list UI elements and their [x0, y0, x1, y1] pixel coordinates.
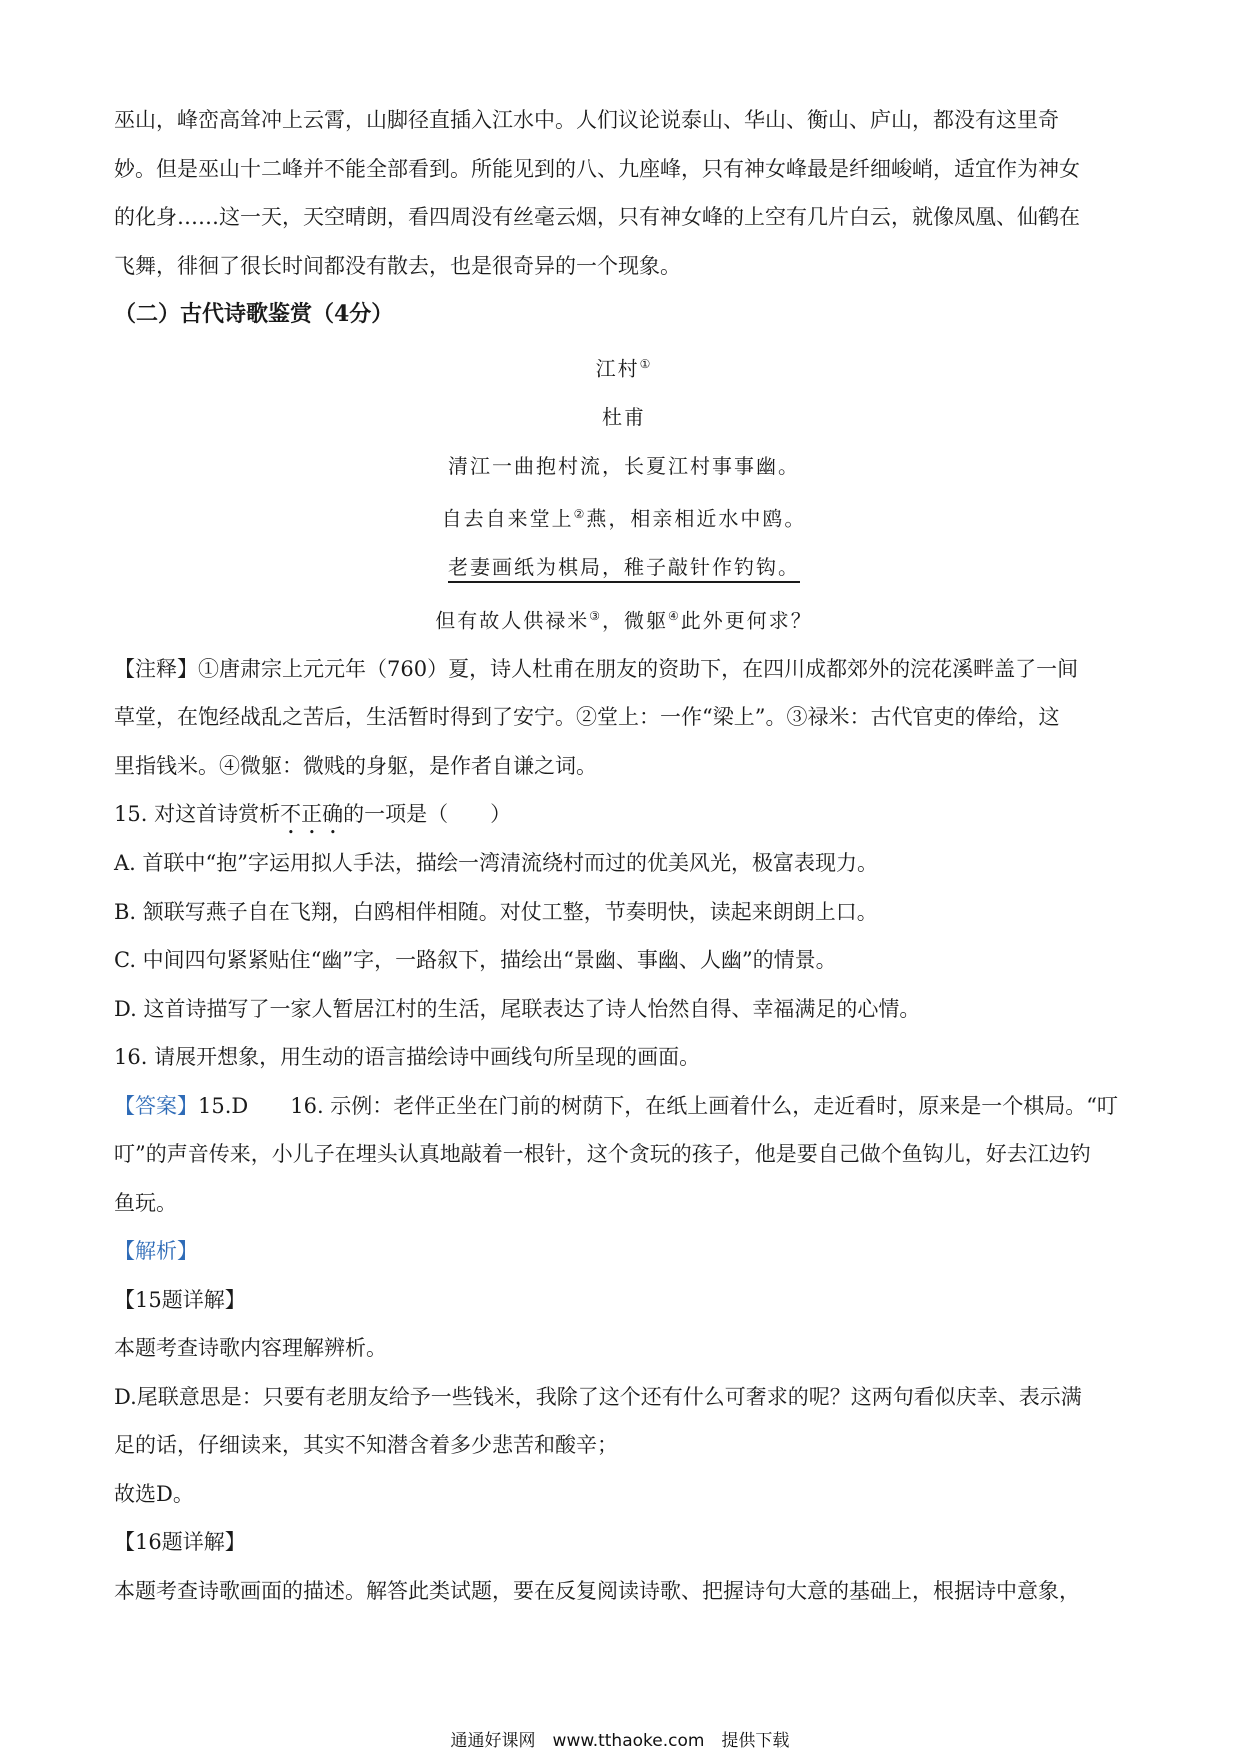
- analysis-line: 本题考查诗歌画面的描述。解答此类试题，要在反复阅读诗歌、把握诗句大意的基础上，根据诗中意象，: [114, 1578, 1080, 1603]
- poem-line-3: [114, 543, 1134, 592]
- question-text: 15. 对这首诗赏析: [114, 802, 281, 827]
- analysis-label: 【解析】: [114, 1239, 198, 1264]
- question-15: [114, 790, 1134, 839]
- poem-title-text: 江村: [595, 356, 640, 381]
- answer-line: [114, 1082, 1134, 1131]
- poem-text: 自去自来堂上: [441, 506, 574, 531]
- poem-text: 燕，相亲相近水中鸥。: [586, 506, 807, 531]
- question-16: 16. 请展开想象，用生动的语言描绘诗中画线句所呈现的画面。: [114, 1045, 701, 1070]
- notes-line: 草堂，在饱经战乱之苦后，生活暂时得到了安宁。②堂上：一作“梁上”。③禄米：古代官吏的俸给，这: [114, 705, 1060, 730]
- poem-text: ，微躯: [602, 608, 668, 633]
- option-c: C. 中间四句紧紧贴住“幽”字，一路叙下，描绘出“景幽、事幽、人幽”的情景。: [114, 948, 837, 973]
- answer-text: 15.D 16. 示例：老伴正坐在门前的树荫下，在纸上画着什么，走近看时，原来是一个棋局。“叮: [198, 1093, 1119, 1118]
- document-page: [114, 96, 1134, 1615]
- footnote-marker: ③: [589, 608, 602, 623]
- poem-text: 但有故人供禄米: [435, 608, 590, 633]
- answer-label: 【答案】: [114, 1093, 198, 1118]
- analysis-line: D.尾联意思是：只要有老朋友给予一些钱米，我除了这个还有什么可奢求的呢？这两句看似庆幸、表示满: [114, 1384, 1082, 1409]
- answer-line: 叮”的声音传来，小儿子在埋头认真地敲着一根针，这个贪玩的孩子，他是要自己做个鱼钩儿，好去江边钓: [114, 1142, 1091, 1167]
- poem-title: [114, 340, 1134, 393]
- passage-line: 飞舞，徘徊了很长时间都没有散去，也是很奇异的一个现象。: [114, 253, 681, 278]
- passage-line: 巫山，峰峦高耸冲上云霄，山脚径直插入江水中。人们议论说泰山、华山、衡山、庐山，都没有这里奇: [114, 108, 1059, 132]
- question-text: 的一项是（ ）: [343, 802, 512, 827]
- poem: [114, 340, 1134, 645]
- option-b: B. 颔联写燕子自在飞翔，白鸥相伴相随。对仗工整，节奏明快，读起来朗朗上口。: [114, 899, 878, 924]
- analysis-line: 本题考查诗歌内容理解辨析。: [114, 1336, 387, 1361]
- option-a: A. 首联中“抱”字运用拟人手法，描绘一湾清流绕村而过的优美风光，极富表现力。: [114, 851, 878, 876]
- underlined-line: 老妻画纸为棋局，稚子敲针作钓钩。: [448, 555, 800, 580]
- q15-detail-heading: 【15题详解】: [114, 1287, 246, 1312]
- poem-line-2: [114, 490, 1134, 543]
- passage-line: 妙。但是巫山十二峰并不能全部看到。所能见到的八、九座峰，只有神女峰最是纤细峻峭，适宜作为神女: [114, 156, 1080, 181]
- poem-text: 此外更何求？: [680, 608, 813, 633]
- section-title: （二）古代诗歌鉴赏（4分）: [114, 301, 394, 327]
- answer-line: 鱼玩。: [114, 1190, 177, 1215]
- emphasis-text: 不正确: [280, 802, 344, 827]
- poem-author: 杜甫: [602, 405, 646, 430]
- footer-watermark: 通通好课网 www.tthaoke.com 提供下载: [450, 1731, 790, 1751]
- notes-line: 里指钱米。④微躯：微贱的身躯，是作者自谦之词。: [114, 753, 597, 778]
- poem-line-4: [114, 592, 1134, 645]
- poem-line-1: 清江一曲抱村流，长夏江村事事幽。: [448, 453, 800, 478]
- footnote-marker: ①: [639, 357, 653, 371]
- q16-detail-heading: 【16题详解】: [114, 1530, 246, 1555]
- option-d: D. 这首诗描写了一家人暂居江村的生活，尾联表达了诗人怡然自得、幸福满足的心情。: [114, 996, 921, 1021]
- analysis-line: 故选D。: [114, 1481, 194, 1506]
- footnote-marker: ④: [668, 608, 681, 623]
- footnote-marker: ②: [573, 507, 587, 522]
- passage-line: 的化身……这一天，天空晴朗，看四周没有丝毫云烟，只有神女峰的上空有几片白云，就像凤凰、仙鹤在: [114, 205, 1080, 229]
- analysis-line: 足的话，仔细读来，其实不知潜含着多少悲苦和酸辛；: [114, 1433, 618, 1458]
- notes-line: 【注释】①唐肃宗上元元年（760）夏，诗人杜甫在朋友的资助下，在四川成都郊外的浣花溪畔盖了一间: [114, 656, 1079, 681]
